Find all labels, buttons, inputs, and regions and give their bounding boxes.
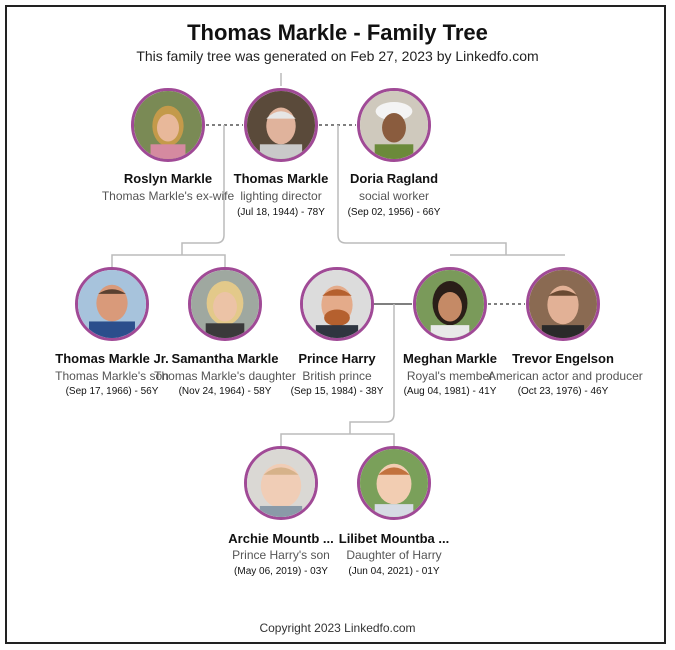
avatar-archie[interactable] [244, 446, 318, 520]
role-doria: social worker [358, 189, 430, 203]
avatar-meghan[interactable] [413, 267, 487, 341]
name-thomas: Thomas Markle [233, 171, 329, 186]
avatar-lilibet[interactable] [357, 446, 431, 520]
dates-archie: (May 06, 2019) - 03Y [234, 566, 328, 577]
role-roslyn: Thomas Markle's ex-wife [101, 189, 235, 203]
role-meghan: Royal's member [406, 369, 494, 383]
dates-harry: (Sep 15, 1984) - 38Y [290, 386, 384, 397]
name-doria: Doria Ragland [349, 171, 439, 186]
dates-doria: (Sep 02, 1956) - 66Y [347, 207, 441, 218]
avatar-samantha[interactable] [188, 267, 262, 341]
name-archie: Archie Mountb ... [228, 531, 334, 546]
name-lilibet: Lilibet Mountba ... [338, 531, 450, 546]
avatar-roslyn[interactable] [131, 88, 205, 162]
avatar-doria[interactable] [357, 88, 431, 162]
role-trevor: American actor and producer [488, 369, 643, 383]
name-harry: Prince Harry [298, 351, 376, 366]
page-title: Thomas Markle - Family Tree [187, 20, 488, 45]
dates-meghan: (Aug 04, 1981) - 41Y [403, 386, 497, 397]
dates-trevor: (Oct 23, 1976) - 46Y [517, 386, 609, 397]
page-subtitle: This family tree was generated on Feb 27, 2023 by Linkedfo.com [136, 48, 539, 64]
name-trevor: Trevor Engelson [512, 351, 614, 366]
dates-thomasjr: (Sep 17, 1966) - 56Y [65, 386, 159, 397]
name-samantha: Samantha Markle [171, 351, 279, 366]
copyright-footer: Copyright 2023 Linkedfo.com [259, 621, 416, 635]
role-thomas: lighting director [240, 189, 322, 203]
avatar-trevor[interactable] [526, 267, 600, 341]
role-archie: Prince Harry's son [232, 548, 330, 562]
dates-lilibet: (Jun 04, 2021) - 01Y [348, 566, 440, 577]
name-thomasjr: Thomas Markle Jr. [55, 351, 169, 366]
role-harry: British prince [302, 369, 372, 383]
role-lilibet: Daughter of Harry [346, 548, 442, 562]
dates-samantha: (Nov 24, 1964) - 58Y [178, 386, 272, 397]
name-roslyn: Roslyn Markle [123, 171, 213, 186]
role-thomasjr: Thomas Markle's son [55, 369, 169, 383]
dates-thomas: (Jul 18, 1944) - 78Y [237, 207, 325, 218]
role-samantha: Thomas Markle's daughter [154, 369, 296, 383]
avatar-harry[interactable] [300, 267, 374, 341]
avatar-thomas[interactable] [244, 88, 318, 162]
avatar-thomasjr[interactable] [75, 267, 149, 341]
name-meghan: Meghan Markle [403, 351, 497, 366]
